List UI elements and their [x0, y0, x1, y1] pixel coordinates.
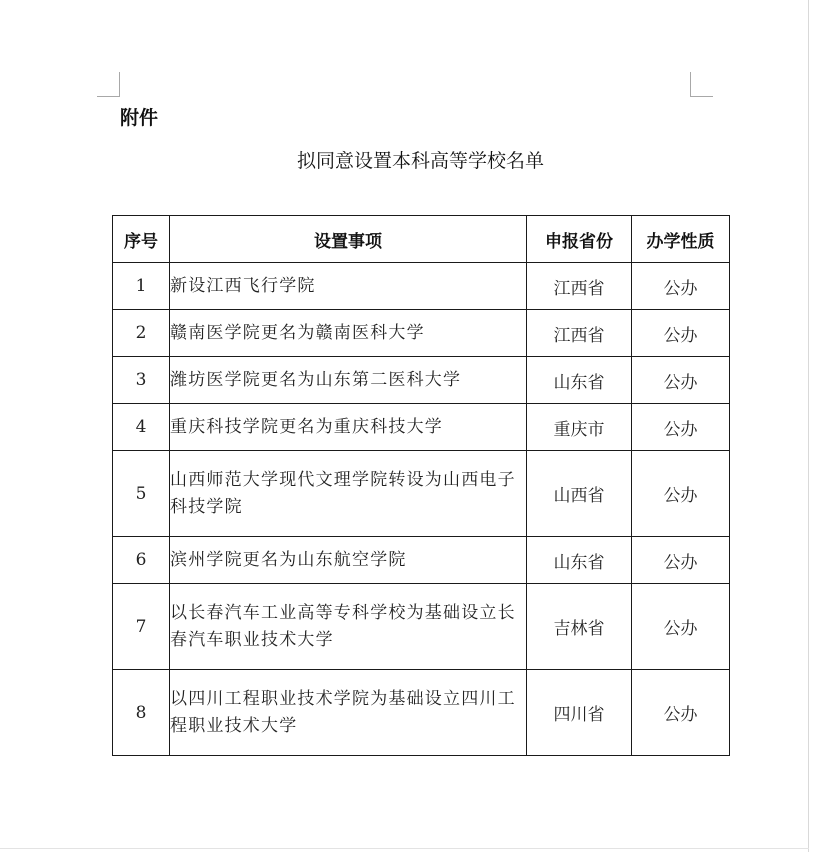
- cell-province: 吉林省: [527, 584, 632, 670]
- table-row: [113, 357, 730, 404]
- cell-seq: 8: [113, 670, 170, 756]
- cell-seq: 1: [113, 263, 170, 310]
- cell-seq: 6: [113, 537, 170, 584]
- table-header-row: [113, 216, 730, 263]
- cell-item: 赣南医学院更名为赣南医科大学: [170, 310, 527, 357]
- cell-nature: 公办: [632, 263, 730, 310]
- cell-seq: 5: [113, 451, 170, 537]
- cell-item: 以四川工程职业技术学院为基础设立四川工程职业技术大学: [170, 670, 527, 756]
- cell-province: 江西省: [527, 263, 632, 310]
- cell-item: 以长春汽车工业高等专科学校为基础设立长春汽车职业技术大学: [170, 584, 527, 670]
- cell-province: 重庆市: [527, 404, 632, 451]
- cell-seq: 7: [113, 584, 170, 670]
- cell-item: 滨州学院更名为山东航空学院: [170, 537, 527, 584]
- table-row: [113, 404, 730, 451]
- cell-nature: 公办: [632, 451, 730, 537]
- margin-corner-mark-top-left: [97, 72, 120, 97]
- cell-item: 重庆科技学院更名为重庆科技大学: [170, 404, 527, 451]
- cell-province: 山西省: [527, 451, 632, 537]
- table-row: [113, 451, 730, 537]
- cell-item: 潍坊医学院更名为山东第二医科大学: [170, 357, 527, 404]
- header-item: 设置事项: [170, 216, 527, 263]
- cell-nature: 公办: [632, 404, 730, 451]
- table-row: [113, 584, 730, 670]
- cell-nature: 公办: [632, 537, 730, 584]
- cell-nature: 公办: [632, 357, 730, 404]
- cell-province: 四川省: [527, 670, 632, 756]
- header-seq: 序号: [113, 216, 170, 263]
- header-province: 申报省份: [527, 216, 632, 263]
- cell-seq: 3: [113, 357, 170, 404]
- table-row: [113, 310, 730, 357]
- cell-nature: 公办: [632, 310, 730, 357]
- school-list-table: [112, 215, 730, 756]
- cell-province: 山东省: [527, 357, 632, 404]
- table-row: [113, 537, 730, 584]
- cell-item: 新设江西飞行学院: [170, 263, 527, 310]
- page-right-edge: [808, 0, 809, 852]
- cell-seq: 2: [113, 310, 170, 357]
- cell-item: 山西师范大学现代文理学院转设为山西电子科技学院: [170, 451, 527, 537]
- margin-corner-mark-top-right: [690, 72, 713, 97]
- cell-province: 山东省: [527, 537, 632, 584]
- cell-seq: 4: [113, 404, 170, 451]
- table-row: [113, 263, 730, 310]
- header-nature: 办学性质: [632, 216, 730, 263]
- attachment-label: 附件: [120, 107, 159, 129]
- cell-nature: 公办: [632, 584, 730, 670]
- cell-nature: 公办: [632, 670, 730, 756]
- cell-province: 江西省: [527, 310, 632, 357]
- document-title: 拟同意设置本科高等学校名单: [296, 150, 544, 172]
- table-row: [113, 670, 730, 756]
- page-bottom-edge: [0, 848, 809, 849]
